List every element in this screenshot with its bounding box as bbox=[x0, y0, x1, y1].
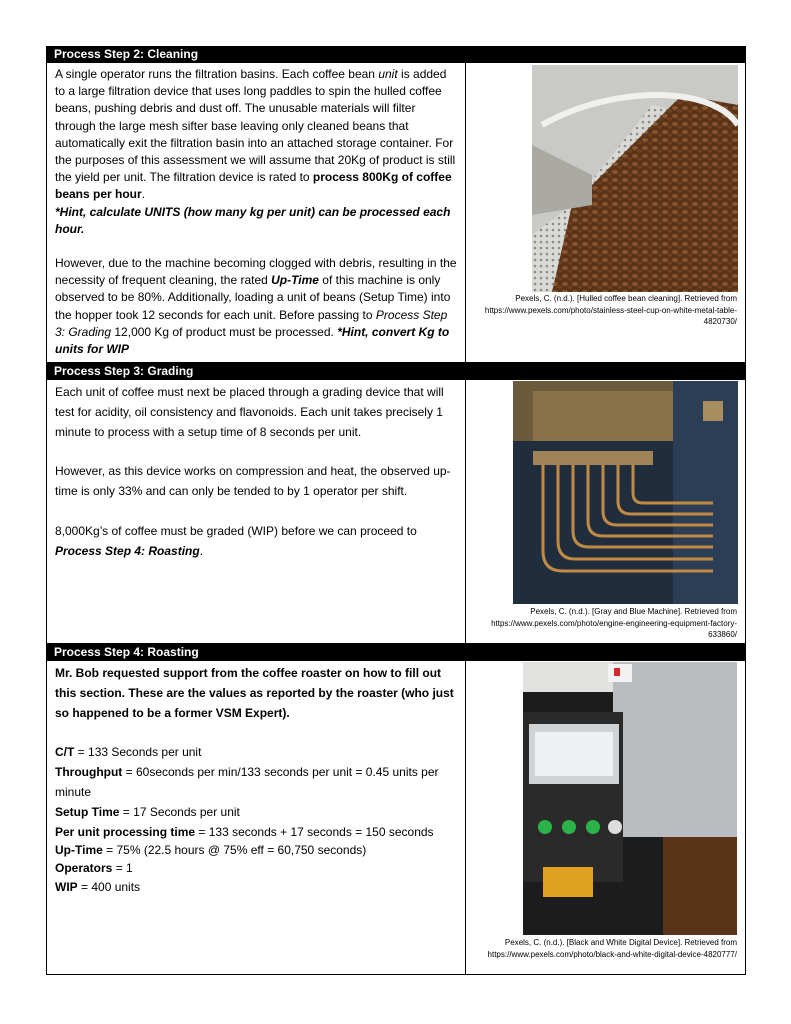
step4-caption: Pexels, C. (n.d.). [Black and White Digital Device]. Retrieved from https://www.pexels.com/photo/black-and-white-digital-device-4820777/ bbox=[487, 938, 737, 959]
step2-paragraph-1: A single operator runs the filtration basins. Each coffee bean unit is added to a large filtration device that uses long paddles to spin the hulled coffee beans, pushing debris and dust off. The unusable materials will filter through the large mesh sifter base leaving only cleaned beans that automatically exit the filtration basin into an attached storage container. For the purposes of this assessment we will assume that 20Kg of product is still the yield per unit. The filtration device is rated to process 800Kg of coffee beans per hour. *Hint, calculate UNITS (how many kg per unit) can be processed each hour. bbox=[55, 67, 456, 236]
roaster-device-photo bbox=[523, 662, 737, 935]
step4-setup-time: Setup Time = 17 Seconds per unit bbox=[55, 804, 240, 819]
step3-caption: Pexels, C. (n.d.). [Gray and Blue Machine]. Retrieved from https://www.pexels.com/photo/engine-engineering-equipment-factory-633860/ bbox=[491, 607, 737, 640]
coffee-cleaning-photo bbox=[532, 65, 738, 292]
step4-header: Process Step 4: Roasting bbox=[46, 644, 746, 661]
step2-caption: Pexels, C. (n.d.). [Hulled coffee bean cleaning]. Retrieved from https://www.pexels.com/photo/stainless-steel-cup-on-white-metal-table-4820730/ bbox=[484, 294, 737, 327]
step4-cycle-time: C/T = 133 Seconds per unit bbox=[55, 745, 202, 760]
step3-text-cell bbox=[46, 380, 466, 644]
grading-machine-photo bbox=[513, 381, 738, 604]
step3-paragraph-1: Each unit of coffee must next be placed through a grading device that will test for acidity, oil consistency and flavonoids. Each unit takes precisely 1 minute to process with a setup time of 8 seconds per unit. bbox=[55, 385, 444, 439]
step2-header: Process Step 2: Cleaning bbox=[46, 46, 746, 63]
step2-hint-1: *Hint, calculate UNITS (how many kg per unit) can be processed each hour. bbox=[55, 204, 451, 236]
step4-intro: Mr. Bob requested support from the coffee roaster on how to fill out this section. These are the values as reported by the roaster (who just so happened to be a former VSM Expert). bbox=[55, 666, 454, 720]
step2-hint-2: *Hint, convert Kg to units for WIP bbox=[55, 324, 450, 357]
step3-header: Process Step 3: Grading bbox=[46, 363, 746, 380]
step3-image-cell bbox=[466, 380, 746, 644]
step3-paragraph-2: However, as this device works on compression and heat, the observed up-time is only 33% and can only be tended to by 1 operator per shift. bbox=[55, 464, 451, 499]
step4-operators: Operators = 1 bbox=[55, 861, 133, 876]
step4-throughput: Throughput = 60seconds per min/133 seconds per unit = 0.45 units per minute bbox=[55, 765, 439, 799]
step4-uptime: Up-Time = 75% (22.5 hours @ 75% eff = 60,750 seconds) bbox=[55, 843, 367, 858]
step2-image-cell bbox=[466, 63, 746, 363]
step4-image-cell bbox=[466, 661, 746, 975]
step4-wip: WIP = 400 units bbox=[55, 880, 141, 895]
step2-paragraph-2: However, due to the machine becoming clogged with debris, resulting in the necessity of frequent cleaning, the rated Up-Time of this machine is only observed to be 80%. Additionally, loading a unit of beans (Setup Time) into the hopper took 12 seconds for each unit. Before passing to Process Step 3: Grading 12,000 Kg of product must be processed. *Hint, convert Kg to units for WIP bbox=[55, 256, 457, 357]
step3-paragraph-3: 8,000Kg’s of coffee must be graded (WIP) before we can proceed to Process Step 4: Roasting. bbox=[55, 523, 417, 558]
step4-processing-time: Per unit processing time = 133 seconds + 17 seconds = 150 seconds bbox=[55, 824, 434, 839]
step2-text-cell bbox=[46, 63, 466, 363]
step4-text-cell bbox=[46, 661, 466, 975]
